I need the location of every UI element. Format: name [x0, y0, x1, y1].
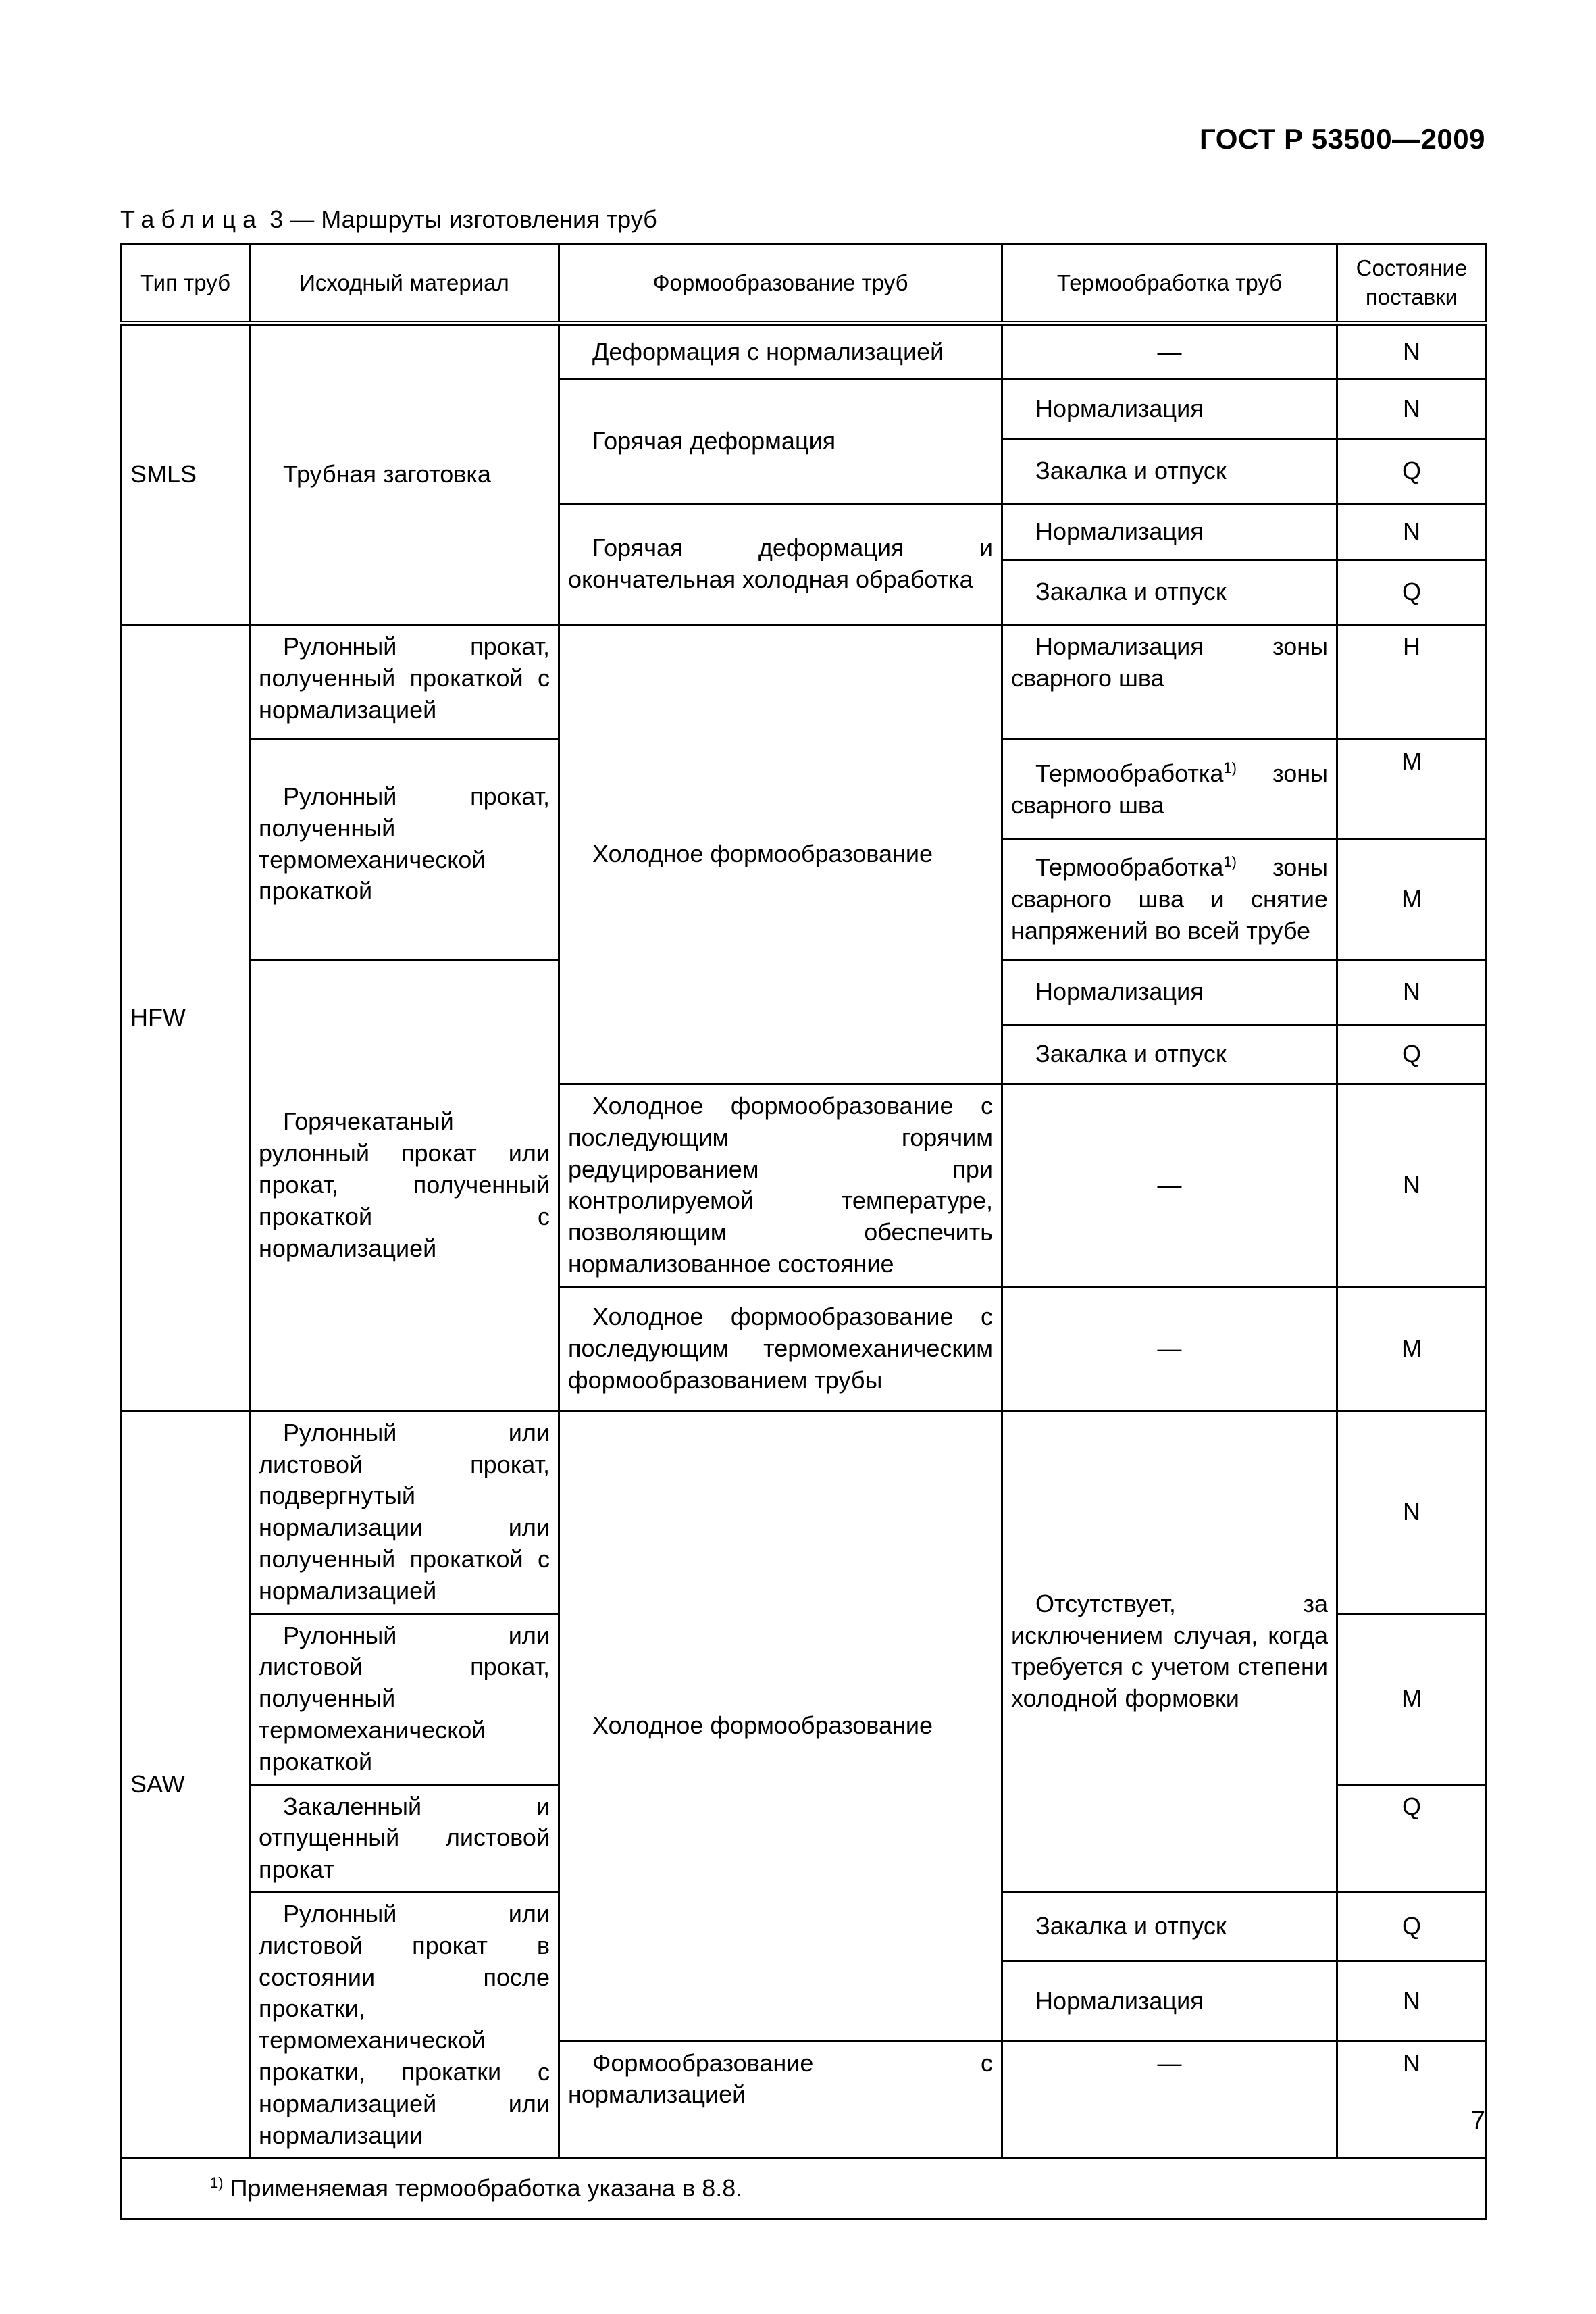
- forming-cell: Горячая деформация: [559, 380, 1002, 504]
- heat-treatment-cell: Закалка и отпуск: [1002, 439, 1337, 504]
- heat-treatment-cell: —: [1002, 1084, 1337, 1287]
- footnote-mark: 1): [210, 2173, 224, 2191]
- column-header-delivery-state: Состояние поставки: [1337, 245, 1487, 324]
- pipe-type-saw: SAW: [122, 1411, 250, 2158]
- pipe-type-smls: SMLS: [122, 324, 250, 625]
- heat-treatment-cell: —: [1002, 2041, 1337, 2158]
- forming-cell: Горячая деформация и окончательная холодная обработка: [559, 504, 1002, 625]
- table-row: [122, 1411, 1487, 1613]
- delivery-state-cell: N: [1337, 960, 1487, 1025]
- footnote-mark: 1): [1223, 853, 1237, 871]
- heat-treatment-cell: Закалка и отпуск: [1002, 1025, 1337, 1084]
- heat-treatment-cell: —: [1002, 324, 1337, 380]
- forming-cell: Холодное формообразование: [559, 625, 1002, 1084]
- delivery-state-cell: Q: [1337, 1892, 1487, 1961]
- heat-treatment-text: зоны сварного шва и снятие напряжений во всей трубе: [1011, 853, 1328, 945]
- column-header-forming: Формообразование труб: [559, 245, 1002, 324]
- delivery-state-cell: Q: [1337, 1025, 1487, 1084]
- delivery-state-cell: Q: [1337, 1784, 1487, 1892]
- delivery-state-cell: N: [1337, 380, 1487, 439]
- pipe-type-hfw: HFW: [122, 625, 250, 1411]
- heat-treatment-cell: Нормализация: [1002, 960, 1337, 1025]
- material-cell: Горячекатаный рулонный прокат или прокат, полученный прокаткой с нормализацией: [250, 960, 559, 1411]
- material-cell: Рулонный или листовой прокат, полученный термомеханической прокаткой: [250, 1613, 559, 1784]
- heat-treatment-cell: Нормализация: [1002, 1961, 1337, 2041]
- table-footnote: [122, 2158, 1487, 2219]
- table-row: [122, 324, 1487, 380]
- forming-cell: Деформация с нормализацией: [559, 324, 1002, 380]
- document-code: ГОСТ Р 53500—2009: [1200, 123, 1485, 155]
- heat-treatment-cell: [1002, 740, 1337, 840]
- pipe-routes-table: [120, 243, 1487, 2220]
- column-header-heat-treatment: Термообработка труб: [1002, 245, 1337, 324]
- table-header-row: [122, 245, 1487, 324]
- delivery-state-cell: M: [1337, 1286, 1487, 1411]
- material-cell: Рулонный прокат, полученный термомеханической прокаткой: [250, 740, 559, 960]
- material-cell: Рулонный или листовой прокат, подвергнутый нормализации или полученный прокаткой с нормализацией: [250, 1411, 559, 1613]
- forming-cell: Холодное формообразование с последующим термомеханическим формообразованием трубы: [559, 1286, 1002, 1411]
- footnote-mark: 1): [1223, 759, 1237, 776]
- heat-treatment-cell: Нормализация: [1002, 504, 1337, 560]
- heat-treatment-cell: Закалка и отпуск: [1002, 560, 1337, 625]
- delivery-state-cell: M: [1337, 740, 1487, 840]
- footnote-text: Применяемая термообработка указана в 8.8.: [223, 2173, 743, 2202]
- delivery-state-cell: N: [1337, 1411, 1487, 1613]
- material-smls: Трубная заготовка: [250, 324, 559, 625]
- heat-treatment-cell: Закалка и отпуск: [1002, 1892, 1337, 1961]
- delivery-state-cell: N: [1337, 324, 1487, 380]
- forming-cell: Холодное формообразование: [559, 1411, 1002, 2041]
- table-caption-text: 3 — Маршруты изготовления труб: [269, 205, 657, 233]
- heat-treatment-cell: —: [1002, 1286, 1337, 1411]
- heat-treatment-text: Термообработка: [1035, 853, 1224, 882]
- table-row: [122, 625, 1487, 740]
- delivery-state-cell: H: [1337, 625, 1487, 740]
- page-number: 7: [1470, 2107, 1485, 2135]
- delivery-state-cell: N: [1337, 1084, 1487, 1287]
- delivery-state-cell: N: [1337, 2041, 1487, 2158]
- column-header-source-material: Исходный материал: [250, 245, 559, 324]
- heat-treatment-cell: [1002, 840, 1337, 960]
- forming-cell: Холодное формообразование с последующим горячим редуцированием при контролируемой температуре, позволяющим обеспечить нормализованное состояние: [559, 1084, 1002, 1287]
- delivery-state-cell: N: [1337, 1961, 1487, 2041]
- heat-treatment-text: Термообработка: [1035, 759, 1224, 787]
- delivery-state-cell: M: [1337, 840, 1487, 960]
- heat-treatment-cell: Нормализация зоны сварного шва: [1002, 625, 1337, 740]
- column-header-pipe-type: Тип труб: [122, 245, 250, 324]
- material-cell: Рулонный прокат, полученный прокаткой с нормализацией: [250, 625, 559, 740]
- heat-treatment-text: зоны сварного шва: [1011, 759, 1328, 819]
- heat-treatment-cell: Нормализация: [1002, 380, 1337, 439]
- material-cell: Рулонный или листовой прокат в состоянии после прокатки, термомеханической прокатки, прокатки с нормализацией или нормализации: [250, 1892, 559, 2157]
- forming-cell: Формообразование с нормализацией: [559, 2041, 1002, 2158]
- material-cell: Закаленный и отпущенный листовой прокат: [250, 1784, 559, 1892]
- delivery-state-cell: Q: [1337, 560, 1487, 625]
- delivery-state-cell: Q: [1337, 439, 1487, 504]
- delivery-state-cell: N: [1337, 504, 1487, 560]
- heat-treatment-cell: Отсутствует, за исключением случая, когда требуется с учетом степени холодной формовки: [1002, 1411, 1337, 1892]
- table-caption-label: Таблица: [120, 205, 263, 233]
- table-caption: [120, 205, 657, 234]
- table-footnote-row: [122, 2158, 1487, 2219]
- delivery-state-cell: M: [1337, 1613, 1487, 1784]
